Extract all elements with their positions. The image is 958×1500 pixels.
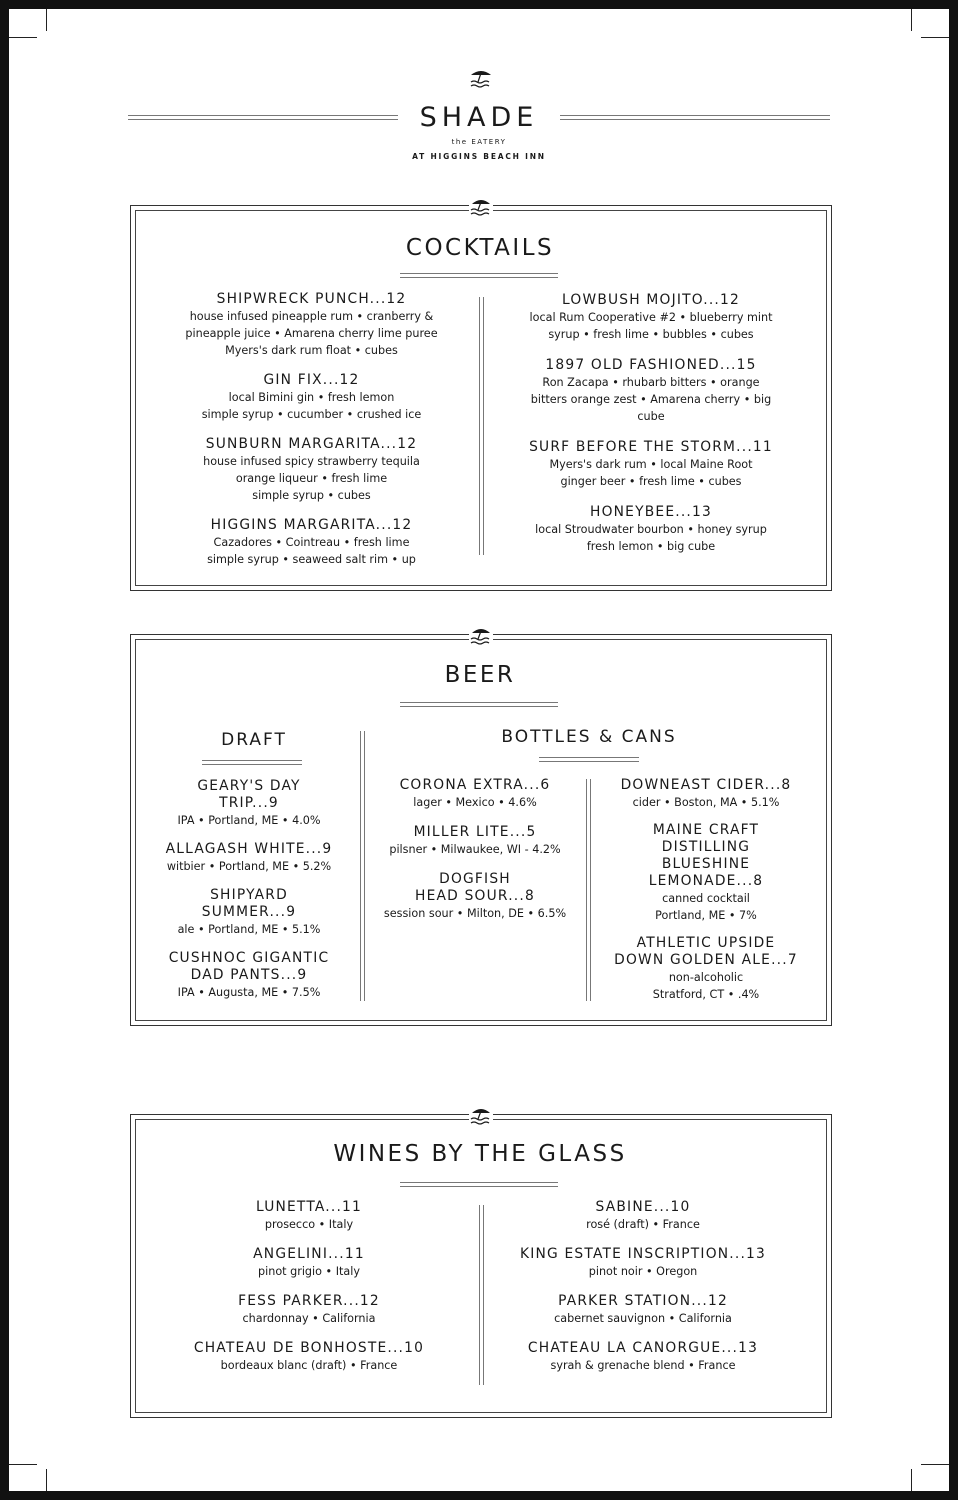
menu-item (159, 1293, 459, 1327)
menu-item (149, 291, 474, 359)
crop-mark (9, 1464, 37, 1465)
menu-item (369, 871, 581, 922)
item-desc: pineapple juice • Amarena cherry lime puree (185, 327, 438, 340)
item-name: SUNBURN MARGARITA...12 (205, 436, 418, 452)
item-desc: rosé (draft) • France (586, 1218, 700, 1231)
item-name: DOGFISH (439, 871, 511, 887)
menu-item (369, 824, 581, 858)
item-name: PARKER STATION...12 (558, 1293, 728, 1309)
cocktails-title: COCKTAILS (405, 235, 555, 261)
item-desc: IPA • Augusta, ME • 7.5% (177, 986, 321, 999)
column-divider (479, 1205, 484, 1385)
item-desc: prosecco • Italy (264, 1218, 354, 1231)
menu-item (491, 357, 811, 425)
bottles-right-column (595, 777, 817, 1003)
item-desc: simple syrup • cubes (252, 489, 371, 502)
item-desc: simple syrup • seaweed salt rim • up (207, 553, 416, 566)
item-desc: bitters orange zest • Amarena cherry • big (530, 393, 772, 406)
item-desc: bordeaux blanc (draft) • France (220, 1359, 398, 1372)
title-underline (400, 702, 558, 707)
item-name: SHIPWRECK PUNCH...12 (216, 291, 407, 307)
item-desc: house infused pineapple rum • cranberry & (189, 310, 434, 323)
wines-left-column (159, 1199, 459, 1374)
subtitle-underline (539, 757, 639, 762)
item-desc: simple syrup • cucumber • crushed ice (201, 408, 422, 421)
brand-location: AT HIGGINS BEACH INN (412, 152, 546, 161)
menu-item (493, 1293, 793, 1327)
menu-page (9, 9, 949, 1491)
menu-item (159, 1246, 459, 1280)
menu-item (149, 372, 474, 423)
cocktails-right-column (491, 292, 811, 555)
item-name: HONEYBEE...13 (590, 504, 712, 520)
item-desc: fresh lemon • big cube (586, 540, 716, 553)
item-desc: pilsner • Milwaukee, WI - 4.2% (389, 843, 561, 856)
item-desc: pinot grigio • Italy (258, 1265, 360, 1278)
crop-mark (911, 1469, 912, 1491)
wines-right-column (493, 1199, 793, 1374)
item-name: DOWN GOLDEN ALE...7 (614, 952, 798, 968)
item-name: FESS PARKER...12 (238, 1293, 380, 1309)
crop-mark (911, 9, 912, 31)
item-desc: Ron Zacapa • rhubarb bitters • orange (542, 376, 760, 389)
crop-mark (921, 1464, 949, 1465)
column-divider (586, 779, 591, 1001)
bottles-title: BOTTLES & CANS (501, 727, 677, 747)
item-desc: ginger beer • fresh lime • cubes (560, 475, 742, 488)
item-desc: syrah & grenache blend • France (550, 1359, 736, 1372)
item-desc: local Stroudwater bourbon • honey syrup (535, 523, 767, 536)
item-desc: lager • Mexico • 4.6% (413, 796, 537, 809)
item-desc: ale • Portland, ME • 5.1% (177, 923, 321, 936)
menu-item (159, 1199, 459, 1233)
item-desc: house infused spicy strawberry tequila (203, 455, 420, 468)
item-desc: Myers's dark rum float • cubes (225, 344, 398, 357)
item-name: 1897 OLD FASHIONED...15 (545, 357, 757, 373)
column-divider (360, 731, 365, 1001)
umbrella-logo-icon (469, 67, 493, 89)
menu-item (149, 841, 349, 875)
menu-item (493, 1246, 793, 1280)
item-desc: cider • Boston, MA • 5.1% (632, 796, 780, 809)
item-desc: syrup • fresh lime • bubbles • cubes (548, 328, 754, 341)
menu-item (149, 887, 349, 938)
item-desc: pinot noir • Oregon (588, 1265, 698, 1278)
item-name: CHATEAU DE BONHOSTE...10 (193, 1340, 425, 1356)
item-name: DOWNEAST CIDER...8 (620, 777, 792, 793)
item-desc: witbier • Portland, ME • 5.2% (166, 860, 332, 873)
item-name: ATHLETIC UPSIDE (636, 935, 776, 951)
menu-item (491, 439, 811, 490)
item-name: HEAD SOUR...8 (415, 888, 535, 904)
brand-name: SHADE (419, 102, 539, 133)
item-desc: chardonnay • California (242, 1312, 376, 1325)
item-name: TRIP...9 (219, 795, 279, 811)
umbrella-icon (469, 1105, 493, 1125)
item-desc: cabernet sauvignon • California (554, 1312, 732, 1325)
cocktails-left-column (149, 291, 474, 568)
item-name: LUNETTA...11 (256, 1199, 362, 1215)
menu-item (595, 777, 817, 811)
item-desc: orange liqueur • fresh lime (235, 472, 388, 485)
beer-title: BEER (444, 662, 516, 688)
wines-title: WINES BY THE GLASS (333, 1141, 627, 1167)
item-desc: canned cocktail (662, 892, 750, 905)
item-desc: IPA • Portland, ME • 4.0% (177, 814, 321, 827)
item-desc: local Bimini gin • fresh lemon (228, 391, 395, 404)
umbrella-icon (469, 196, 493, 216)
crop-mark (46, 9, 47, 31)
brand-tagline: the EATERY (451, 138, 507, 146)
item-name: GIN FIX...12 (263, 372, 360, 388)
item-name: CHATEAU LA CANORGUE...13 (527, 1340, 759, 1356)
item-name: ANGELINI...11 (253, 1246, 365, 1262)
crop-mark (9, 37, 37, 38)
menu-item (159, 1340, 459, 1374)
menu-item (491, 504, 811, 555)
title-underline (400, 273, 558, 278)
item-name: BLUESHINE (661, 856, 751, 872)
item-name: HIGGINS MARGARITA...12 (210, 517, 413, 533)
item-name: DAD PANTS...9 (190, 967, 308, 983)
menu-item (149, 778, 349, 829)
item-name: LEMONADE...8 (648, 873, 764, 889)
menu-item (149, 436, 474, 504)
menu-item (493, 1340, 793, 1374)
item-desc: session sour • Milton, DE • 6.5% (383, 907, 567, 920)
umbrella-icon (469, 625, 493, 645)
item-name: MAINE CRAFT (652, 822, 760, 838)
crop-mark (46, 1469, 47, 1491)
item-name: GEARY'S DAY (197, 778, 301, 794)
item-desc: Stratford, CT • .4% (652, 988, 760, 1001)
item-name: SURF BEFORE THE STORM...11 (529, 439, 773, 455)
item-name: SUMMER...9 (201, 904, 297, 920)
menu-item (149, 950, 349, 1001)
bottles-left-column (369, 777, 581, 922)
item-name: MILLER LITE...5 (413, 824, 537, 840)
crop-mark (921, 37, 949, 38)
item-name: SABINE...10 (595, 1199, 691, 1215)
item-name: LOWBUSH MOJITO...12 (562, 292, 740, 308)
title-underline (400, 1182, 558, 1187)
item-name: CUSHNOC GIGANTIC (168, 950, 330, 966)
menu-item (149, 517, 474, 568)
menu-item (491, 292, 811, 343)
item-name: ALLAGASH WHITE...9 (165, 841, 333, 857)
menu-item (369, 777, 581, 811)
menu-item (595, 935, 817, 1003)
item-name: DISTILLING (661, 839, 751, 855)
menu-item (493, 1199, 793, 1233)
item-desc: non-alcoholic (668, 971, 744, 984)
menu-item (595, 822, 817, 924)
item-desc: local Rum Cooperative #2 • blueberry mint (529, 311, 773, 324)
column-divider (479, 297, 484, 555)
item-name: KING ESTATE INSCRIPTION...13 (520, 1246, 766, 1262)
subtitle-underline (202, 760, 302, 765)
draft-title: DRAFT (221, 730, 287, 750)
item-desc: Cazadores • Cointreau • fresh lime (213, 536, 410, 549)
item-name: CORONA EXTRA...6 (399, 777, 551, 793)
item-name: SHIPYARD (210, 887, 288, 903)
item-desc: Myers's dark rum • local Maine Root (549, 458, 753, 471)
draft-column (149, 778, 349, 1001)
item-desc: cube (637, 410, 665, 423)
item-desc: Portland, ME • 7% (655, 909, 757, 922)
